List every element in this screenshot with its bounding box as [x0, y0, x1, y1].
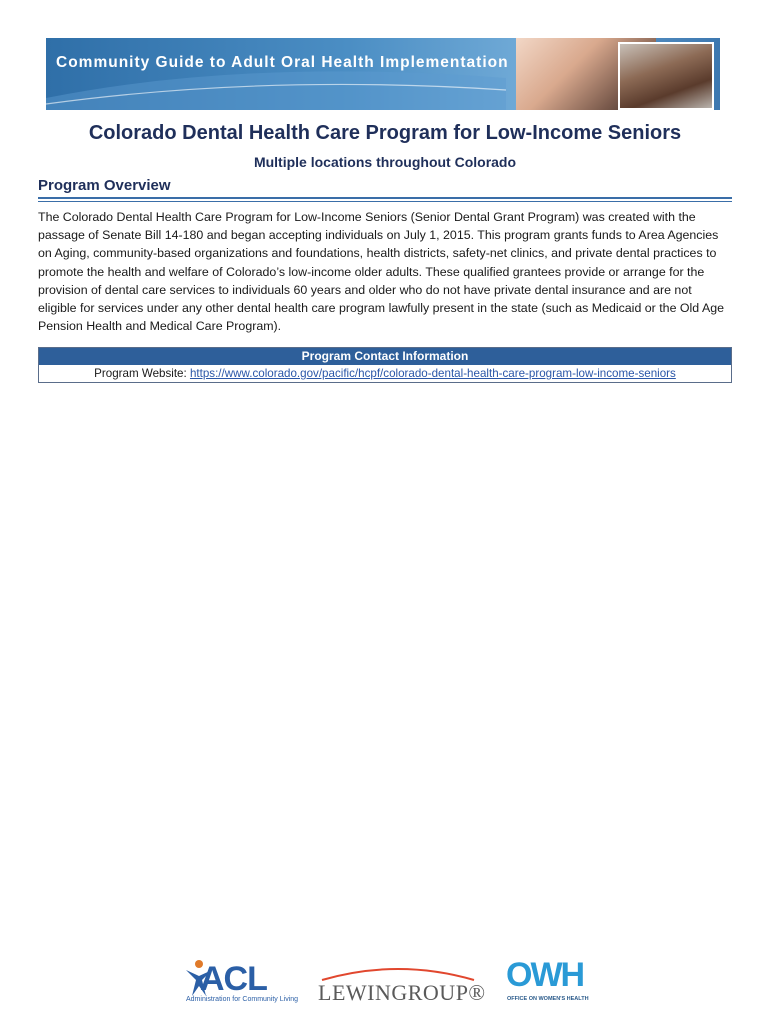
smiling-senior-photo [618, 42, 714, 110]
heading-rule-thin [38, 201, 732, 202]
page-title: Colorado Dental Health Care Program for Low-Income Seniors [88, 122, 682, 144]
acl-logo: ACL [200, 960, 267, 998]
owh-caption: OFFICE ON WOMEN'S HEALTH [507, 996, 589, 1002]
overview-heading: Program Overview [38, 177, 171, 194]
header-banner [46, 38, 720, 110]
contact-table-header: Program Contact Information [39, 348, 731, 365]
heading-rule-thick [38, 197, 732, 199]
page-subtitle: Multiple locations throughout Colorado [253, 154, 517, 170]
owh-logo: OWH [506, 956, 584, 994]
lewin-group-logo: LEWINGROUP® [318, 980, 486, 1005]
contact-info-table [38, 347, 732, 383]
program-website-link[interactable]: https://www.colorado.gov/pacific/hcpf/colorado-dental-health-care-program-low-income-seniors [189, 367, 676, 380]
acl-caption: Administration for Community Living [186, 996, 299, 1003]
website-label: Program Website: [94, 367, 190, 380]
overview-paragraph: The Colorado Dental Health Care Program for Low-Income Seniors (Senior Dental Grant Program) was created with the passage of Senate Bill 14-180 and began accepting individuals on July 1, 2015. This program grants funds to Area Agencies on Aging, community-based organizations and foundations, health districts, safety-net clinics, and private dental practices to promote the health and welfare of Colorado’s low-income older adults. These qualified grantees provide or arrange for the provision of dental care services to individuals 60 years and older who do not have private dental insurance and are not eligible for services under any other dental health care program lawfully present in the state (such as Medicaid or the Old Age Pension Health and Medical Care Program). [38, 210, 724, 334]
banner-title: Community Guide to Adult Oral Health Implementation [56, 54, 509, 71]
contact-website-row [39, 365, 731, 382]
